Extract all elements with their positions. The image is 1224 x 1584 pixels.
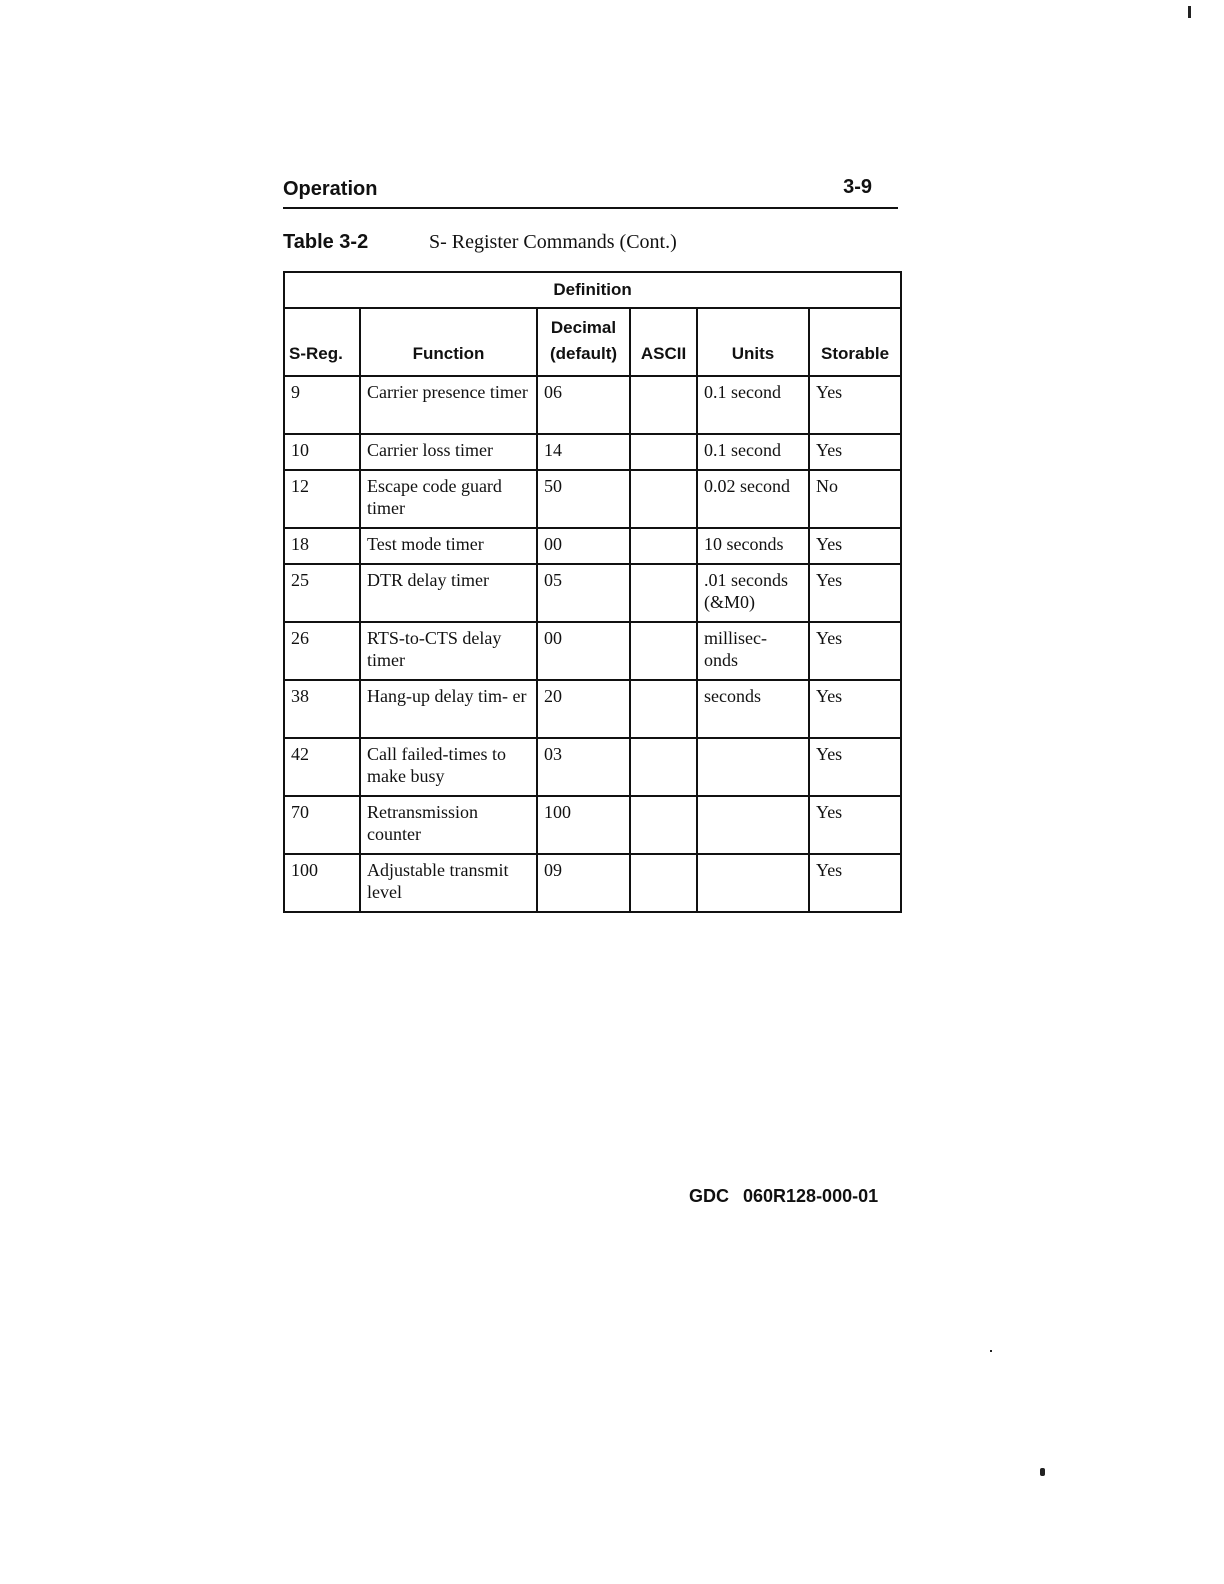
decimal-header-line1: Decimal: [550, 318, 617, 337]
cell-storable: Yes: [809, 376, 901, 434]
footer-prefix: GDC: [689, 1186, 729, 1206]
cell-decimal: 14: [537, 434, 630, 470]
cell-ascii: [630, 622, 697, 680]
cell-sreg: 12: [284, 470, 360, 528]
cell-units: .01 seconds (&M0): [697, 564, 809, 622]
cell-ascii: [630, 434, 697, 470]
cell-units: millisec- onds: [697, 622, 809, 680]
cell-units: 10 seconds: [697, 528, 809, 564]
cell-ascii: [630, 680, 697, 738]
cell-sreg: 42: [284, 738, 360, 796]
cell-units: 0.1 second: [697, 376, 809, 434]
cell-function: Call failed-times to make busy: [360, 738, 537, 796]
cell-sreg: 9: [284, 376, 360, 434]
cell-units: [697, 796, 809, 854]
cell-storable: Yes: [809, 796, 901, 854]
table-caption: [283, 231, 677, 254]
definition-header: Definition: [284, 272, 901, 308]
cell-units: 0.02 second: [697, 470, 809, 528]
cell-units: [697, 854, 809, 912]
s-register-table: [283, 271, 902, 913]
table-row: [284, 680, 901, 738]
cell-units: seconds: [697, 680, 809, 738]
table-row: [284, 470, 901, 528]
cell-decimal: 50: [537, 470, 630, 528]
cell-function: Adjustable transmit level: [360, 854, 537, 912]
scan-speck: [1040, 1468, 1045, 1476]
scan-speck: [990, 1350, 992, 1352]
cell-storable: Yes: [809, 434, 901, 470]
column-header-sreg: S-Reg.: [284, 308, 360, 376]
cell-sreg: 10: [284, 434, 360, 470]
cell-storable: Yes: [809, 528, 901, 564]
cell-decimal: 05: [537, 564, 630, 622]
cell-decimal: 00: [537, 622, 630, 680]
table-row: [284, 376, 901, 434]
cell-sreg: 18: [284, 528, 360, 564]
cell-ascii: [630, 796, 697, 854]
cell-function: Carrier loss timer: [360, 434, 537, 470]
cell-function: Escape code guard timer: [360, 470, 537, 528]
section-title: Operation: [283, 178, 378, 200]
cell-function: Retransmission counter: [360, 796, 537, 854]
cell-sreg: 38: [284, 680, 360, 738]
cell-storable: No: [809, 470, 901, 528]
page-header: [283, 176, 898, 209]
column-header-function: Function: [360, 308, 537, 376]
table-row: [284, 528, 901, 564]
cell-decimal: 20: [537, 680, 630, 738]
table-row: [284, 622, 901, 680]
cell-function: RTS-to-CTS delay timer: [360, 622, 537, 680]
table-row: [284, 796, 901, 854]
cell-function: Test mode timer: [360, 528, 537, 564]
cell-decimal: 06: [537, 376, 630, 434]
cell-ascii: [630, 564, 697, 622]
cell-decimal: 00: [537, 528, 630, 564]
cell-ascii: [630, 854, 697, 912]
cell-ascii: [630, 528, 697, 564]
cell-storable: Yes: [809, 622, 901, 680]
decimal-header-line2: (default): [549, 344, 618, 363]
cell-storable: Yes: [809, 738, 901, 796]
cell-ascii: [630, 376, 697, 434]
cell-function: DTR delay timer: [360, 564, 537, 622]
cell-units: [697, 738, 809, 796]
cell-function: Carrier presence timer: [360, 376, 537, 434]
cell-storable: Yes: [809, 854, 901, 912]
cell-decimal: 03: [537, 738, 630, 796]
column-header-ascii: ASCII: [630, 308, 697, 376]
table-row: [284, 434, 901, 470]
column-header-units: Units: [697, 308, 809, 376]
page-number: 3-9: [843, 176, 872, 198]
cell-units: 0.1 second: [697, 434, 809, 470]
table-label: Table 3-2: [283, 231, 369, 253]
cell-storable: Yes: [809, 680, 901, 738]
column-header-storable: Storable: [809, 308, 901, 376]
document-code: 060R128-000-01: [743, 1186, 879, 1206]
cell-sreg: 25: [284, 564, 360, 622]
cell-sreg: 26: [284, 622, 360, 680]
cell-function: Hang-up delay tim- er: [360, 680, 537, 738]
cell-sreg: 100: [284, 854, 360, 912]
cell-sreg: 70: [284, 796, 360, 854]
cell-ascii: [630, 470, 697, 528]
table-row: [284, 738, 901, 796]
table-row: [284, 564, 901, 622]
table-title: S- Register Commands (Cont.): [429, 231, 677, 253]
document-footer: [689, 1186, 878, 1207]
scan-speck: [1188, 6, 1191, 18]
cell-decimal: 09: [537, 854, 630, 912]
cell-storable: Yes: [809, 564, 901, 622]
cell-decimal: 100: [537, 796, 630, 854]
column-header-decimal: [537, 308, 630, 376]
table-row: [284, 854, 901, 912]
cell-ascii: [630, 738, 697, 796]
